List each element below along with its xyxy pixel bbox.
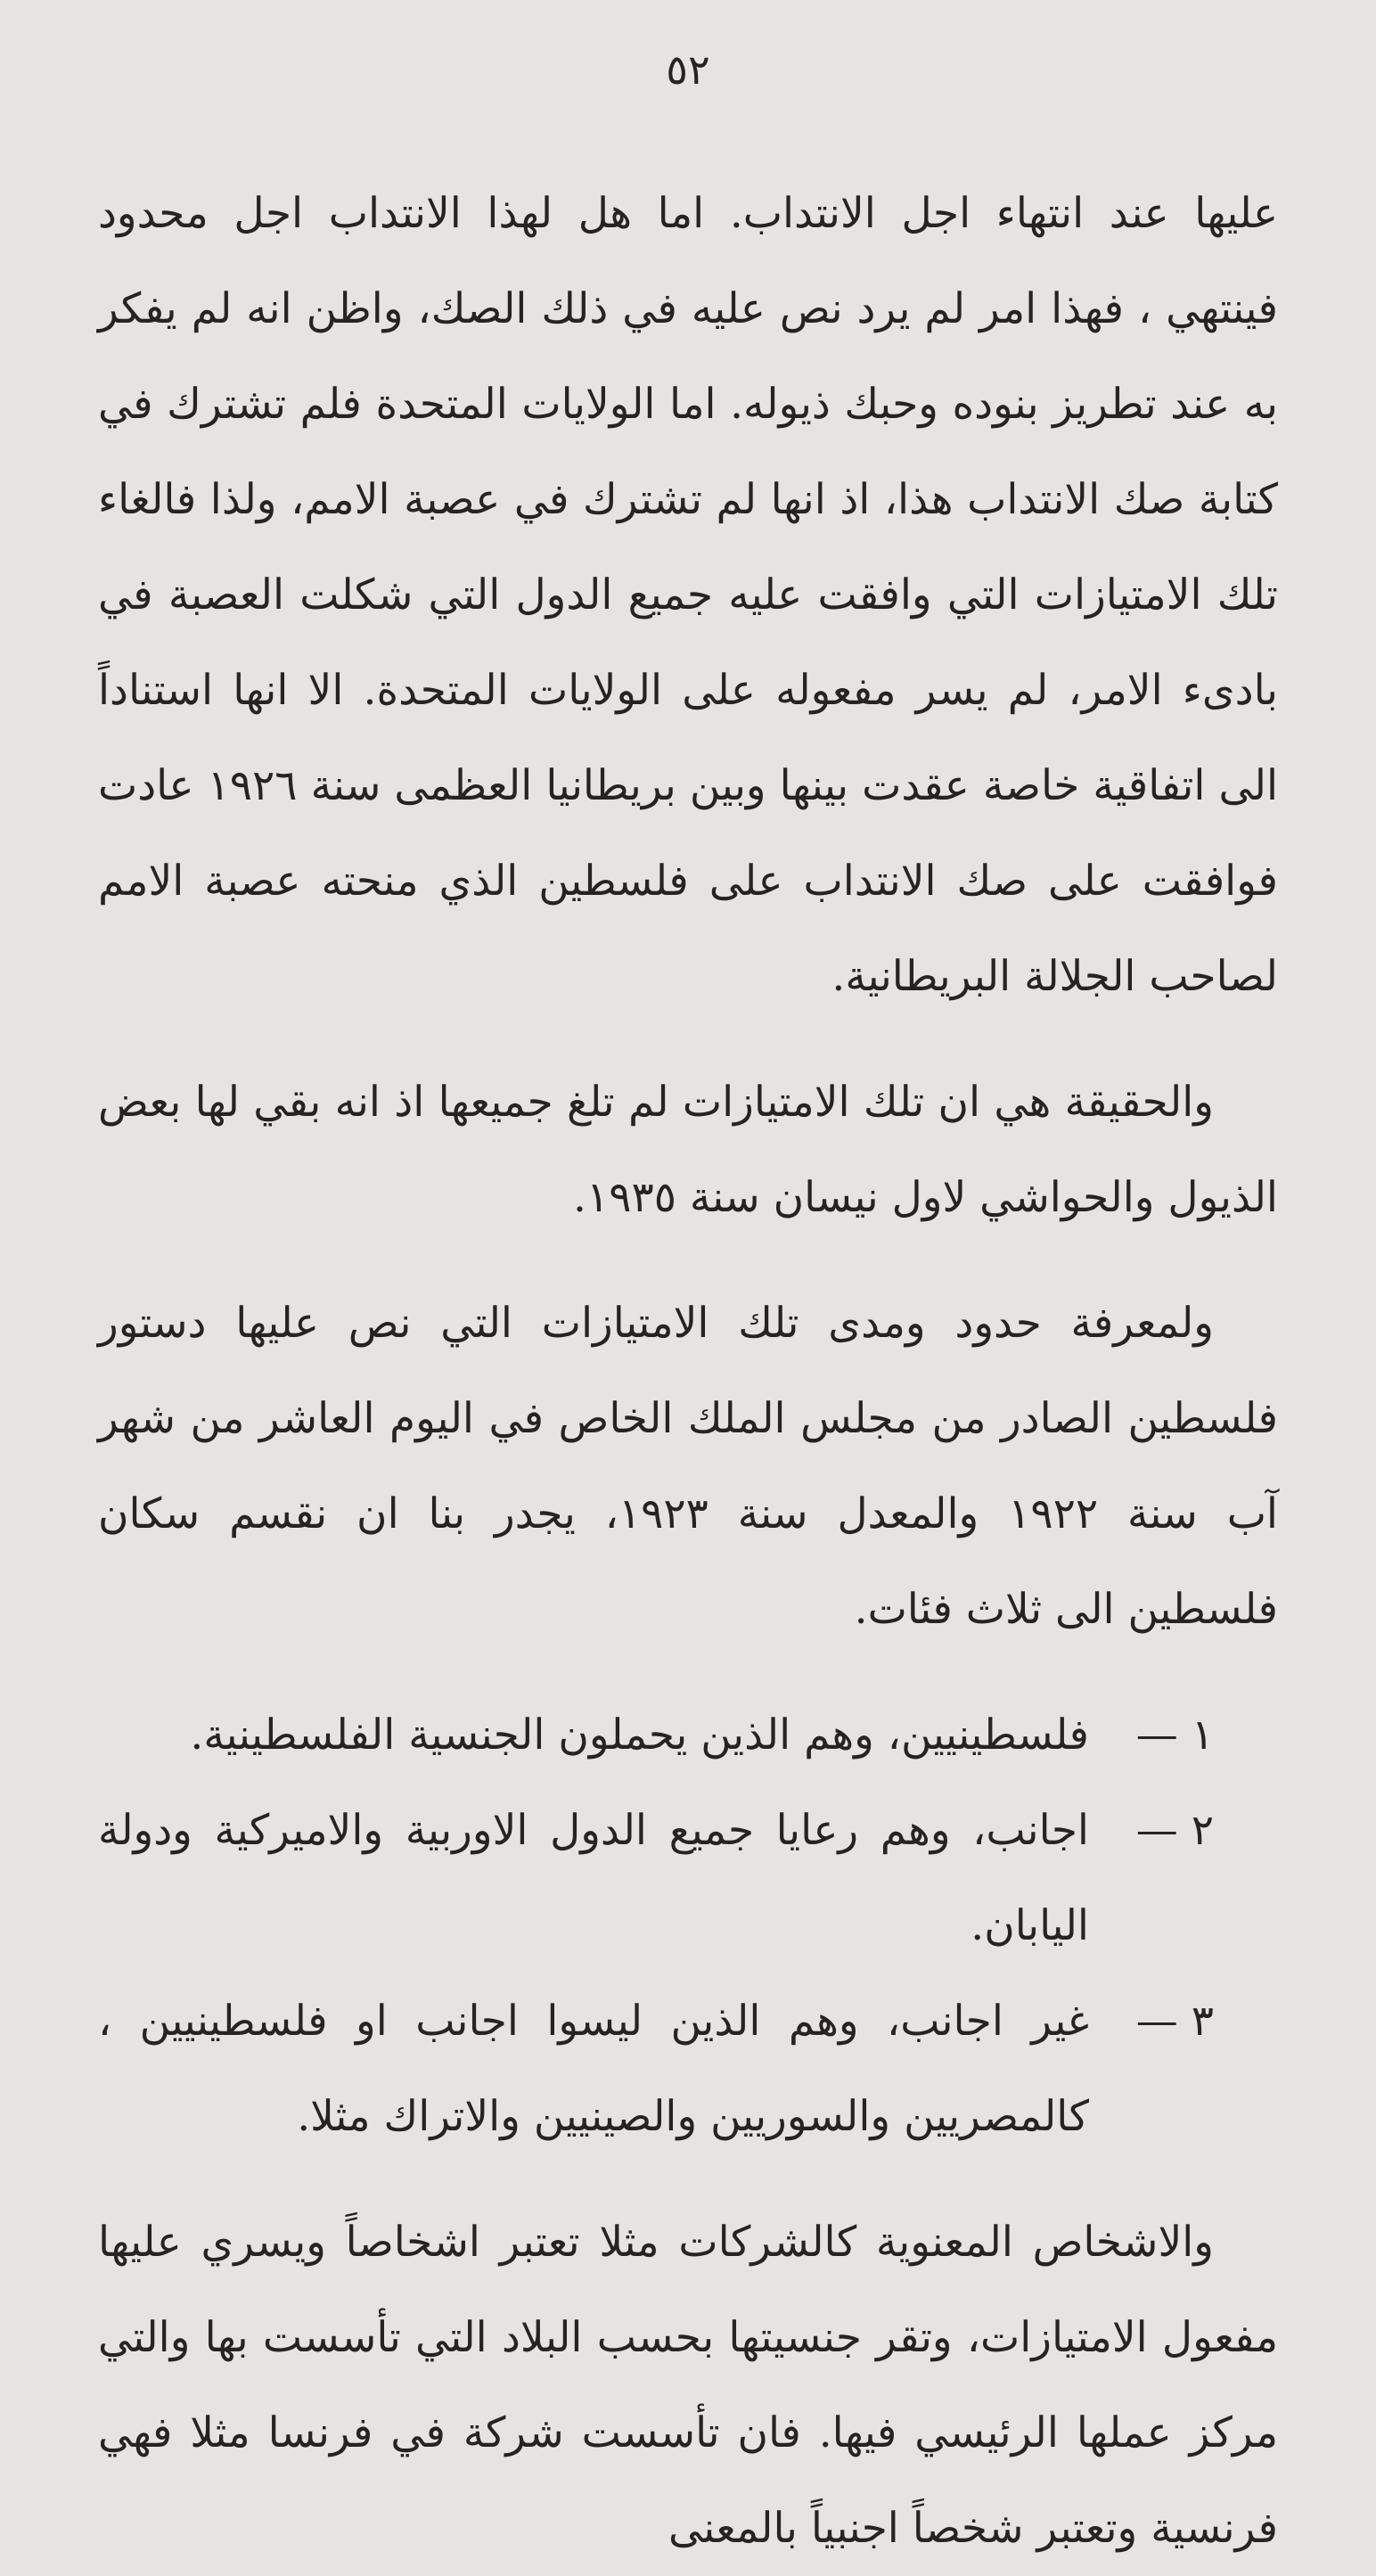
list-item-text: اجانب، وهم رعايا جميع الدول الاوربية والاميركية ودولة اليابان. (98, 1806, 1089, 1950)
population-categories-list (98, 1687, 1278, 2164)
list-item-text: فلسطينيين، وهم الذين يحملون الجنسية الفلسطينية. (190, 1710, 1089, 1760)
page-body (98, 166, 1278, 2576)
list-item-number: ٣ — (1135, 1997, 1214, 2046)
paragraph-population-categories: ولمعرفة حدود ومدى تلك الامتيازات التي نص عليها دستور فلسطين الصادر من مجلس الملك الخاص في اليوم العاشر من شهر آب سنة ١٩٢٢ والمعدل سنة ١٩٢٣، يجدر بنا ان نقسم سكان فلسطين الى ثلاث فئات. (98, 1299, 1278, 1634)
paragraph-mandate-continuation: عليها عند انتهاء اجل الانتداب. اما هل لهذا الانتداب اجل محدود فينتهي ، فهذا امر لم يرد نص عليه في ذلك الصك، واظن انه لم يفكر به عند تطريز بنوده وحبك ذيوله. اما الولايات المتحدة فلم تشترك في كتابة صك الانتداب هذا، اذ انها لم تشترك في عصبة الامم، ولذا فالغاء تلك الامتيازات التي وافقت عليه جميع الدول التي شكلت العصبة في بادىء الامر، لم يسر مفعوله على الولايات المتحدة. الا انها استناداً الى اتفاقية خاصة عقدت بينها وبين بريطانيا العظمى سنة ١٩٢٦ عادت فوافقت على صك الانتداب على فلسطين الذي منحته عصبة الامم لصاحب الجلالة البريطانية. (98, 189, 1278, 1001)
list-item-number: ٢ — (1135, 1806, 1214, 1855)
paragraph-privileges-remnants: والحقيقة هي ان تلك الامتيازات لم تلغ جميعها اذ انه بقي لها بعض الذيول والحواشي لاول نيسان سنة ١٩٣٥. (98, 1078, 1278, 1222)
list-item-number: ١ — (1135, 1710, 1214, 1760)
page-number: ٥٢ (666, 45, 710, 94)
list-item (98, 1973, 1214, 2164)
paragraph-legal-persons: والاشخاص المعنوية كالشركات مثلا تعتبر اشخاصاً ويسري عليها مفعول الامتيازات، وتقر جنسيتها بحسب البلاد التي تأسست بها والتي مركز عملها الرئيسي فيها. فان تأسست شركة في فرنسا مثلا فهي فرنسية وتعتبر شخصاً اجنبياً بالمعنى (98, 2218, 1278, 2553)
list-item-text: غير اجانب، وهم الذين ليسوا اجانب او فلسطينيين ، كالمصريين والسوريين والصينيين والاتراك مثلا. (98, 1997, 1089, 2141)
list-item (98, 1687, 1214, 1783)
list-item (98, 1783, 1214, 1973)
